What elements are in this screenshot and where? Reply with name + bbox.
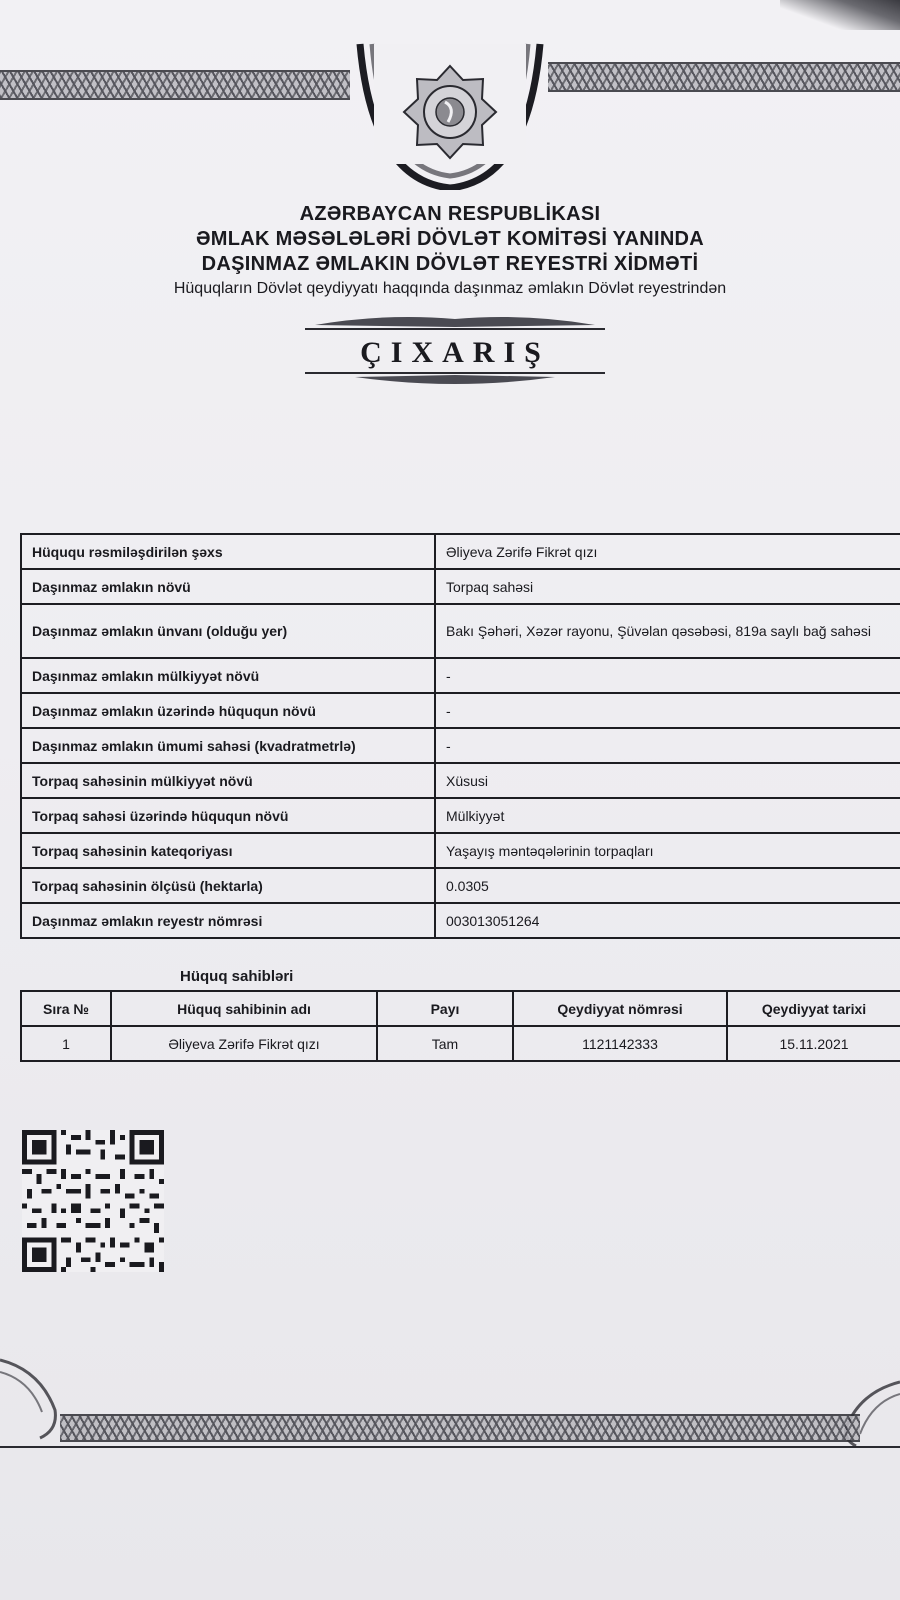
table-row	[21, 798, 900, 833]
detail-value: -	[435, 693, 900, 728]
document-title: ÇIXARIŞ	[360, 336, 550, 369]
column-header: Payı	[377, 991, 513, 1026]
bottom-border	[60, 1414, 860, 1442]
column-header: Qeydiyyat nömrəsi	[513, 991, 727, 1026]
detail-value: Bakı Şəhəri, Xəzər rayonu, Şüvəlan qəsəbəsi, 819a saylı bağ sahəsi	[435, 604, 900, 658]
column-header: Hüquq sahibinin adı	[111, 991, 377, 1026]
detail-label: Daşınmaz əmlakın ünvanı (olduğu yer)	[21, 604, 435, 658]
detail-value: 003013051264	[435, 903, 900, 938]
state-emblem	[352, 40, 548, 190]
table-row	[21, 903, 900, 938]
property-details-table	[20, 533, 900, 939]
detail-value: Əliyeva Zərifə Fikrət qızı	[435, 534, 900, 569]
column-header: Sıra №	[21, 991, 111, 1026]
qr-code	[22, 1130, 164, 1272]
table-row	[21, 693, 900, 728]
detail-value: -	[435, 728, 900, 763]
table-row	[21, 868, 900, 903]
document-subtitle: Hüquqların Dövlət qeydiyyatı haqqında daşınmaz əmlakın Dövlət reyestrindən	[173, 280, 727, 297]
registration-date: 15.11.2021	[727, 1026, 900, 1061]
header-line-1: AZƏRBAYCAN RESPUBLİKASI	[299, 203, 601, 225]
header-line-3: DAŞINMAZ ƏMLAKIN DÖVLƏT REYESTRİ XİDMƏTİ	[201, 253, 699, 275]
owner-index: 1	[21, 1026, 111, 1061]
detail-value: Torpaq sahəsi	[435, 569, 900, 604]
table-row	[21, 534, 900, 569]
top-border-right	[548, 62, 900, 92]
detail-label: Hüququ rəsmiləşdirilən şəxs	[21, 534, 435, 569]
detail-label: Torpaq sahəsinin kateqoriyası	[21, 833, 435, 868]
detail-value: 0.0305	[435, 868, 900, 903]
bottom-divider	[0, 1446, 900, 1448]
detail-label: Daşınmaz əmlakın üzərində hüququn növü	[21, 693, 435, 728]
detail-label: Daşınmaz əmlakın reyestr nömrəsi	[21, 903, 435, 938]
detail-label: Torpaq sahəsinin mülkiyyət növü	[21, 763, 435, 798]
detail-label: Daşınmaz əmlakın mülkiyyət növü	[21, 658, 435, 693]
registration-number: 1121142333	[513, 1026, 727, 1061]
table-row	[21, 728, 900, 763]
detail-label: Daşınmaz əmlakın ümumi sahəsi (kvadratmetrlə)	[21, 728, 435, 763]
detail-label: Torpaq sahəsi üzərində hüququn növü	[21, 798, 435, 833]
detail-label: Torpaq sahəsinin ölçüsü (hektarla)	[21, 868, 435, 903]
top-border-left	[0, 70, 350, 100]
detail-label: Daşınmaz əmlakın növü	[21, 569, 435, 604]
detail-value: Mülkiyyət	[435, 798, 900, 833]
owners-section-title: Hüquq sahibləri	[180, 968, 294, 985]
detail-value: -	[435, 658, 900, 693]
owners-table	[20, 990, 900, 1062]
owner-share: Tam	[377, 1026, 513, 1061]
table-row	[21, 763, 900, 798]
table-header-row	[21, 991, 900, 1026]
header-line-2: ƏMLAK MƏSƏLƏLƏRİ DÖVLƏT KOMİTƏSİ YANINDA	[195, 228, 705, 250]
owner-name: Əliyeva Zərifə Fikrət qızı	[111, 1026, 377, 1061]
table-row	[21, 833, 900, 868]
table-row	[21, 658, 900, 693]
table-row	[21, 569, 900, 604]
table-row	[21, 1026, 900, 1061]
table-row	[21, 604, 900, 658]
detail-value: Xüsusi	[435, 763, 900, 798]
page-shadow	[780, 0, 900, 30]
detail-value: Yaşayış məntəqələrinin torpaqları	[435, 833, 900, 868]
column-header: Qeydiyyat tarixi	[727, 991, 900, 1026]
